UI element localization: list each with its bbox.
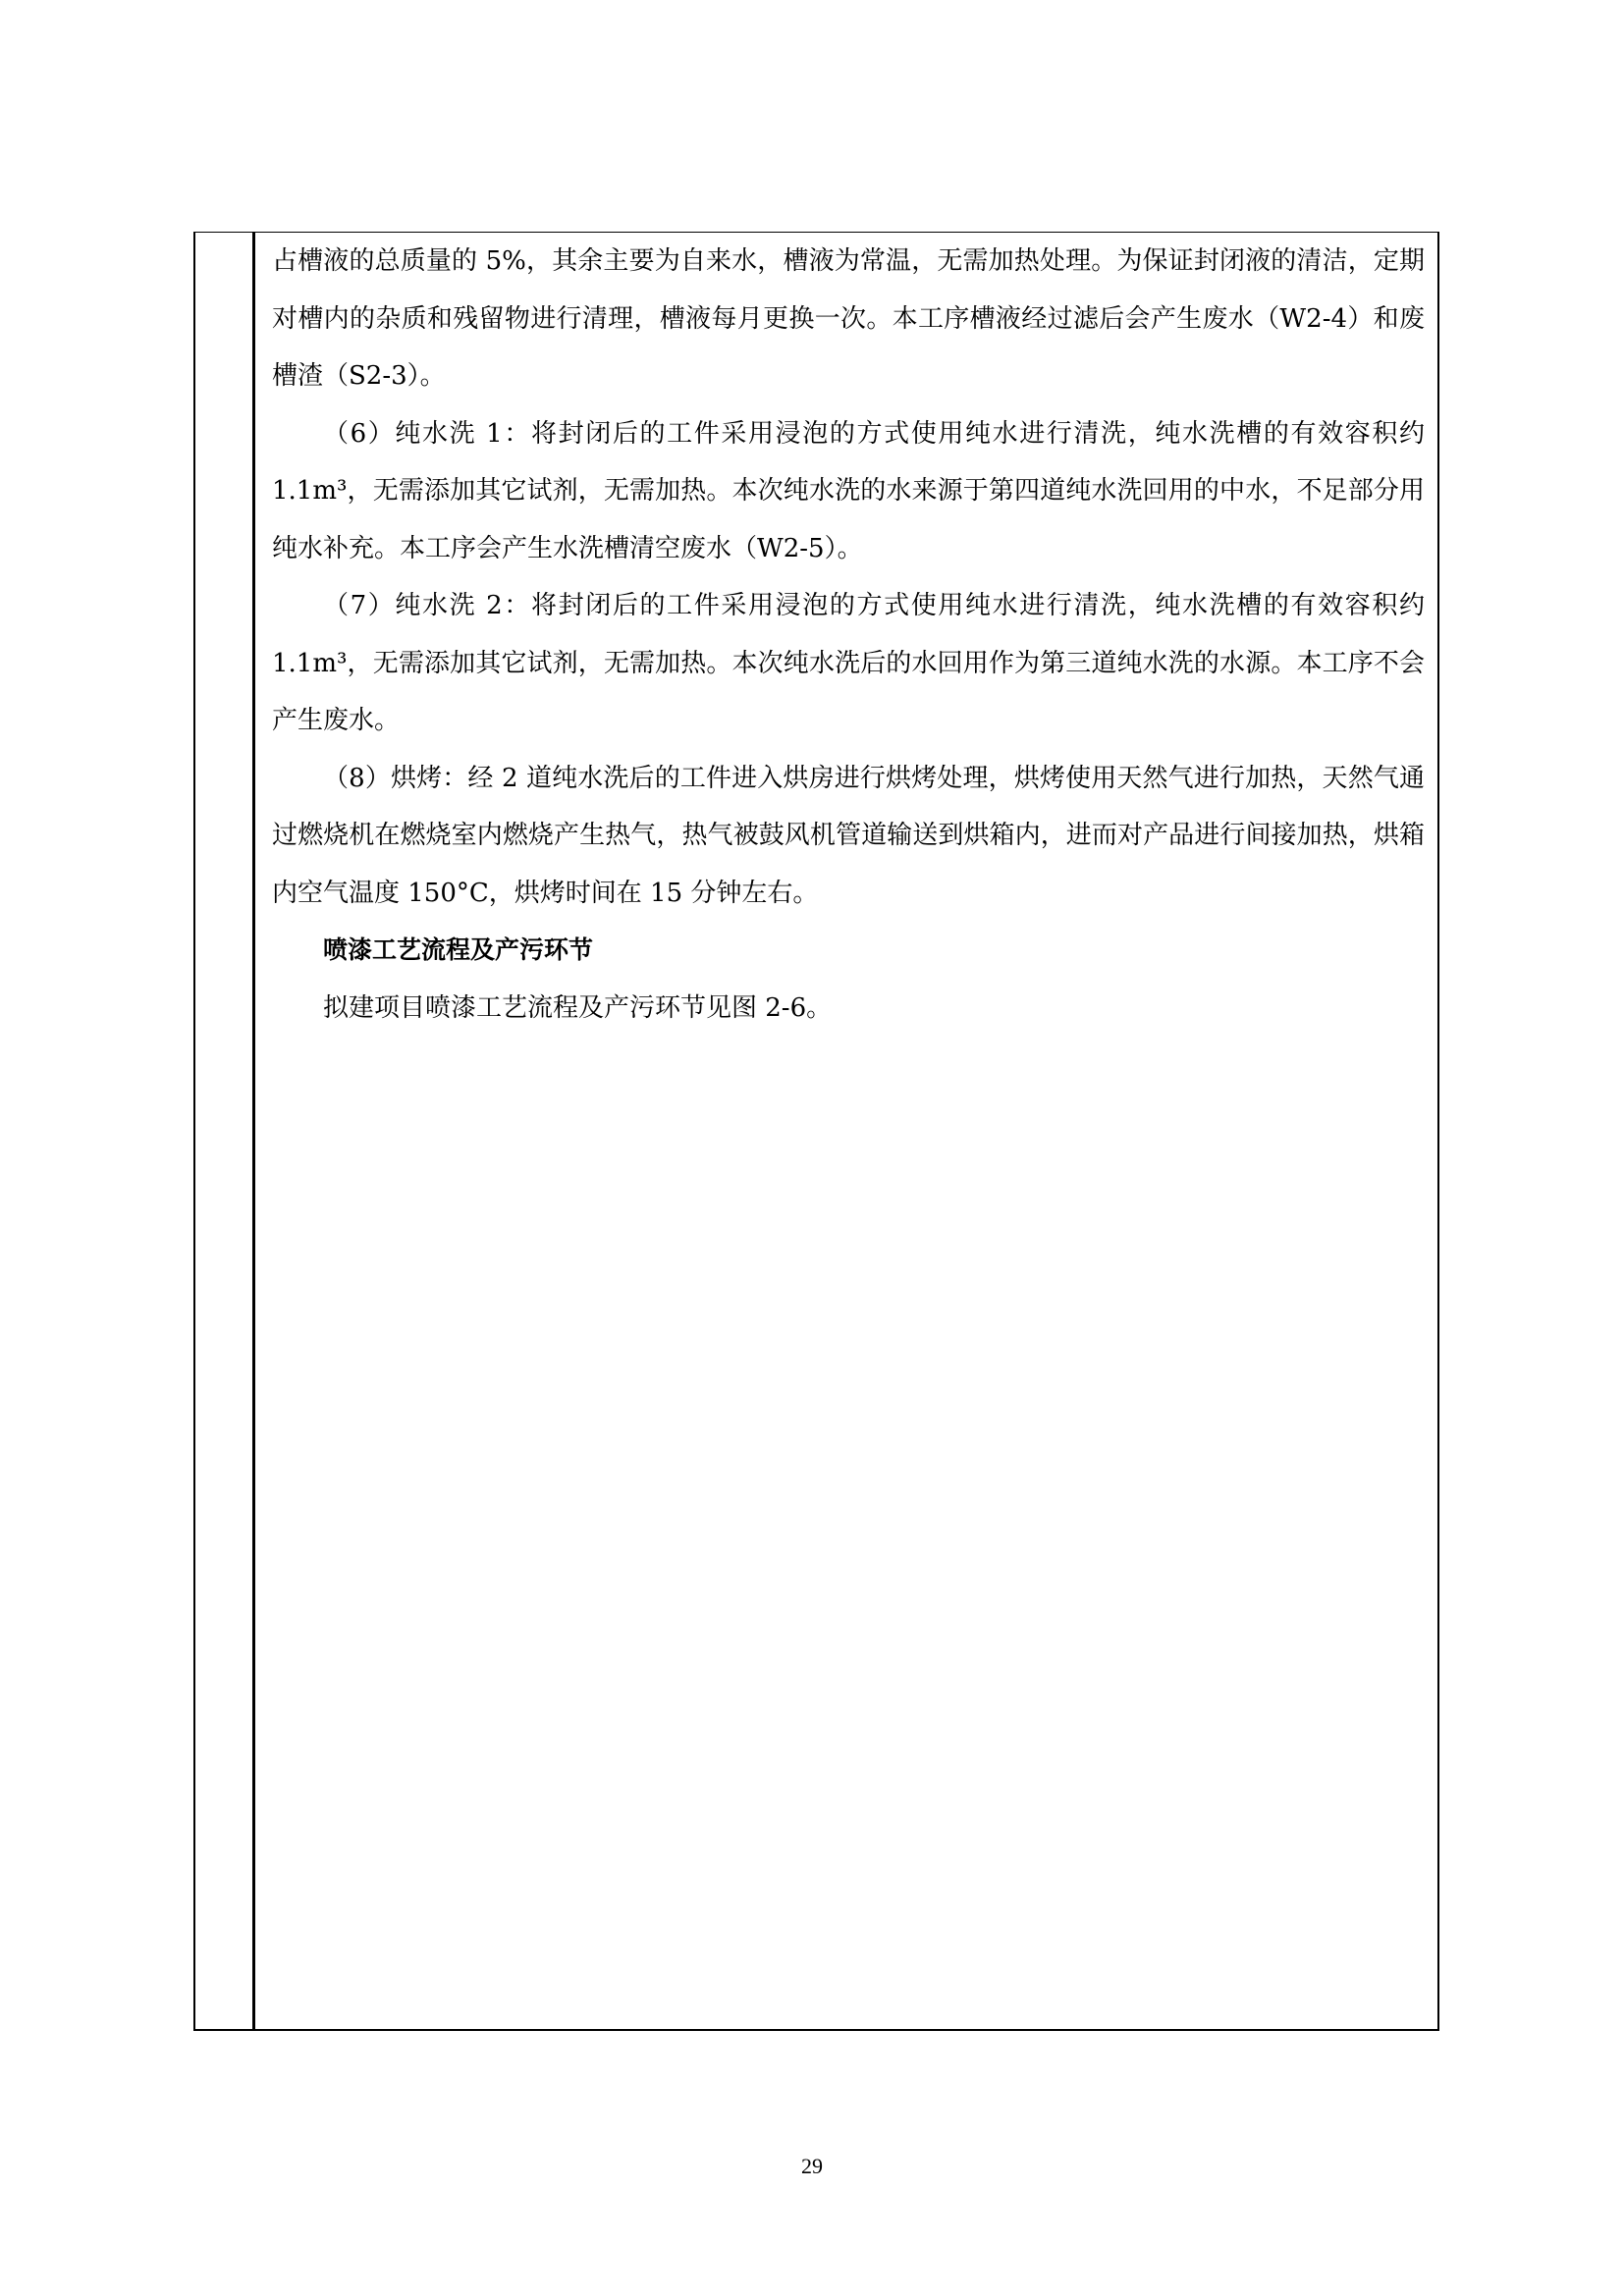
column-divider <box>252 233 255 2029</box>
paragraph-continuation: 占槽液的总质量的 5%，其余主要为自来水，槽液为常温，无需加热处理。为保证封闭液的清洁，定期对槽内的杂质和残留物进行清理，槽液每月更换一次。本工序槽液经过滤后会产生废水（W2-4）和废槽渣（S2-3）。 <box>272 246 1425 391</box>
content-cell <box>272 233 1425 1037</box>
paragraph-figure-reference: 拟建项目喷漆工艺流程及产污环节见图 2-6。 <box>323 992 833 1023</box>
paragraph-baking: （8）烘烤：经 2 道纯水洗后的工件进入烘房进行烘烤处理，烘烤使用天然气进行加热，天然气通过燃烧机在燃烧室内燃烧产生热气，热气被鼓风机管道输送到烘箱内，进而对产品进行间接加热，烘箱内空气温度 150°C，烘烤时间在 15 分钟左右。 <box>272 763 1425 908</box>
table-frame <box>193 232 1439 2031</box>
page-number: 29 <box>801 2154 823 2178</box>
paragraph-pure-water-wash-2: （7）纯水洗 2：将封闭后的工件采用浸泡的方式使用纯水进行清洗，纯水洗槽的有效容积约 1.1m³，无需添加其它试剂，无需加热。本次纯水洗后的水回用作为第三道纯水洗的水源。本工序不会产生废水。 <box>272 591 1425 735</box>
paragraph-pure-water-wash-1: （6）纯水洗 1：将封闭后的工件采用浸泡的方式使用纯水进行清洗，纯水洗槽的有效容积约 1.1m³，无需添加其它试剂，无需加热。本次纯水洗的水来源于第四道纯水洗回用的中水，不足部分用纯水补充。本工序会产生水洗槽清空废水（W2-5）。 <box>272 418 1425 563</box>
section-heading: 喷漆工艺流程及产污环节 <box>323 935 594 964</box>
